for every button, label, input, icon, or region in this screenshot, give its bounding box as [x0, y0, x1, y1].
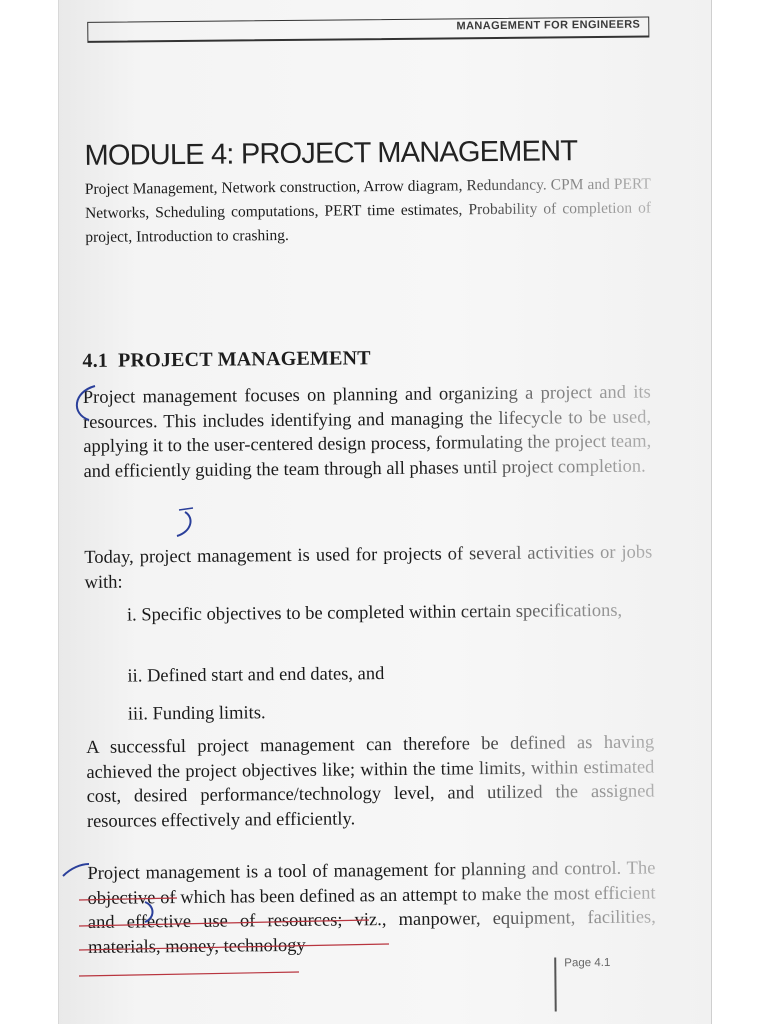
paragraph-success: A successful project management can therefore be defined as having achieved the project objectives like; within the time limits, within estimated cost, desired performance/technology level, and utilized the assigned resources effectively and efficiently. — [86, 730, 655, 833]
objectives-list-2 — [127, 659, 653, 689]
paragraph-definition: Project management focuses on planning and organizing a project and its resources. This includes identifying and managing the lifecycle to be used, applying it to the user-centered design process, formulating the project team, and efficiently guiding the team through all phases until project completion. — [83, 381, 652, 484]
module-title: MODULE 4: PROJECT MANAGEMENT — [84, 135, 578, 172]
section-title-text: PROJECT MANAGEMENT — [117, 347, 371, 372]
paragraph-tool: Project management is a tool of management for planning and control. The objective of which has been defined as an attempt to make the most efficient and effective use of resources; viz., manpower, equipment, facilities, materials, money, technology — [87, 856, 656, 959]
running-header — [87, 17, 649, 43]
list-item: ii. Defined start and end dates, and — [127, 664, 385, 687]
module-summary: Project Management, Network construction, Arrow diagram, Redundancy. CPM and PERT Networks, Scheduling computations, PERT time estimates, Probability of completion of project, Introduction to crashing. — [85, 173, 652, 250]
section-number: 4.1 — [82, 349, 109, 372]
page-content — [77, 0, 659, 1024]
objectives-list-1 — [127, 599, 653, 629]
running-header-title: MANAGEMENT FOR ENGINEERS — [456, 18, 641, 33]
paragraph-usage: Today, project management is used for projects of several activities or jobs with: — [84, 541, 652, 595]
page-number — [554, 957, 611, 1012]
objectives-list-3 — [128, 697, 654, 727]
list-item: iii. Funding limits. — [127, 703, 266, 725]
list-item: i. Specific objectives to be completed within certain specifications, — [127, 599, 653, 629]
section-heading — [82, 347, 371, 373]
document-page — [58, 0, 712, 1024]
page-number-text: Page 4.1 — [564, 956, 611, 970]
